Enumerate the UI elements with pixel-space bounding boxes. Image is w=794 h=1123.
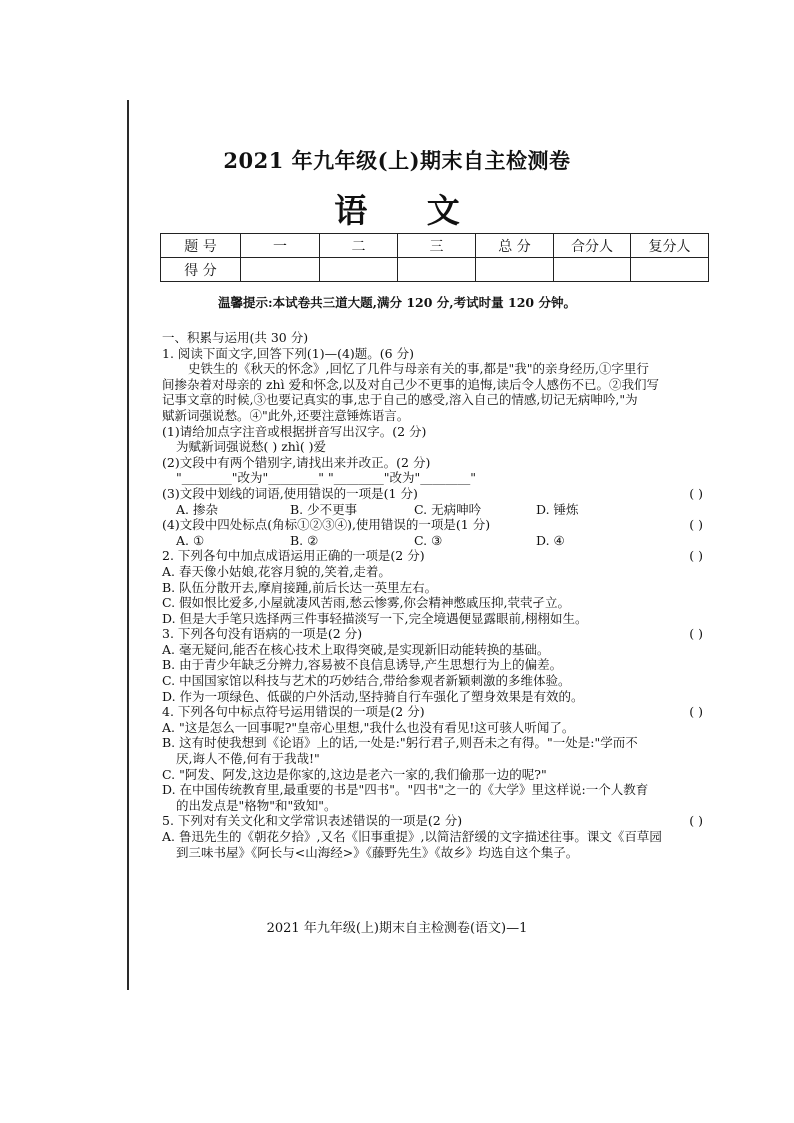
- line-text: B. 队伍分散开去,摩肩接踵,前后长达一英里左右。: [162, 579, 438, 595]
- text-line: [162, 642, 717, 658]
- line-text: (1)请给加点字注音或根据拼音写出汉字。(2 分): [162, 423, 427, 439]
- text-line: [162, 548, 717, 564]
- options-row: [162, 502, 717, 518]
- line-text: C. 中国国家馆以科技与艺术的巧妙结合,带给参观者新颖刺激的多维体验。: [162, 673, 571, 689]
- line-text: 4. 下列各句中标点符号运用错误的一项是(2 分): [162, 704, 425, 720]
- answer-option[interactable]: D. 锤炼: [536, 501, 579, 517]
- score-entry-cell[interactable]: [631, 258, 709, 282]
- line-text: (2)文段中有两个错别字,请找出来并改正。(2 分): [162, 454, 431, 470]
- text-line: [162, 798, 717, 814]
- line-text: A. 毫无疑问,能否在核心技术上取得突破,是实现新旧动能转换的基础。: [162, 641, 550, 657]
- score-entry-cell[interactable]: [554, 258, 631, 282]
- exam-title: 2021 年九年级(上)期末自主检测卷: [223, 148, 571, 173]
- text-line: [162, 689, 717, 705]
- question-content: [162, 330, 717, 860]
- answer-blank[interactable]: ( ): [689, 485, 703, 501]
- table-cell: 三: [398, 234, 476, 258]
- score-entry-cell[interactable]: [398, 258, 476, 282]
- text-line: [162, 486, 717, 502]
- text-line: [162, 330, 717, 346]
- text-line: [162, 845, 717, 861]
- answer-option[interactable]: C. ③: [414, 532, 443, 548]
- line-text: 3. 下列各句没有语病的一项是(2 分): [162, 626, 363, 642]
- line-text: 5. 下列对有关文化和文学常识表述错误的一项是(2 分): [162, 813, 463, 829]
- text-line: [162, 580, 717, 596]
- answer-option[interactable]: D. ④: [536, 532, 565, 548]
- answer-option[interactable]: A. ①: [176, 532, 205, 548]
- line-text: 赋新词强说愁。④"此外,还要注意锤炼语言。: [162, 407, 410, 423]
- line-text: (3)文段中划线的词语,使用错误的一项是(1 分): [162, 485, 418, 501]
- text-line: [162, 470, 717, 486]
- answer-blank[interactable]: ( ): [689, 548, 703, 564]
- score-entry-cell[interactable]: [241, 258, 320, 282]
- page-footer: 2021 年九年级(上)期末自主检测卷(语文)—1: [266, 921, 528, 936]
- answer-blank[interactable]: ( ): [689, 626, 703, 642]
- line-text: C. "阿发、阿发,这边是你家的,这边是老六一家的,我们偷那一边的呢?": [162, 766, 547, 782]
- options-row: [162, 533, 717, 549]
- table-cell: 合分人: [554, 234, 631, 258]
- table-cell: 二: [320, 234, 398, 258]
- line-text: B. 这有时使我想到《论语》上的话,一处是:"躬行君子,则吾未之有得。"一处是:"学而不: [162, 735, 638, 751]
- line-text: C. 假如恨比爱多,小屋就凄风苦雨,愁云惨雾,你会精神憋戚压抑,茕茕孑立。: [162, 595, 570, 611]
- text-line: [162, 813, 717, 829]
- line-text: A. 鲁迅先生的《朝花夕拾》,又名《旧事重提》,以简洁舒缓的文字描述往事。课文《百草园: [162, 829, 662, 844]
- answer-blank[interactable]: ( ): [689, 704, 703, 720]
- text-line: [162, 626, 717, 642]
- line-text: D. 作为一项绿色、低碳的户外活动,坚持骑自行车强化了塑身效果是有效的。: [162, 688, 584, 704]
- table-cell: 题 号: [161, 234, 241, 258]
- line-text: "________"改为"________" "________"改为"________": [176, 470, 476, 486]
- score-table-score-row: [161, 258, 709, 282]
- table-cell: 得 分: [161, 258, 241, 282]
- line-text: 2. 下列各句中加点成语运用正确的一项是(2 分): [162, 548, 425, 564]
- line-text: 间掺杂着对母亲的 zhì 爱和怀念,以及对自己少不更事的追悔,读后令人感伤不已。②我们写: [162, 376, 660, 392]
- text-line: [162, 564, 717, 580]
- line-text: 的出发点是"格物"和"致知"。: [176, 797, 337, 813]
- table-cell: 总 分: [476, 234, 554, 258]
- score-entry-cell[interactable]: [476, 258, 554, 282]
- answer-blank[interactable]: ( ): [689, 813, 703, 829]
- line-text: A. 春天像小姑娘,花容月貌的,笑着,走着。: [162, 563, 391, 579]
- margin-line: [127, 100, 129, 990]
- score-entry-cell[interactable]: [320, 258, 398, 282]
- answer-option[interactable]: A. 掺杂: [176, 501, 218, 517]
- line-text: B. 由于青少年缺乏分辨力,容易被不良信息诱导,产生思想行为上的偏差。: [162, 657, 563, 673]
- text-line: [162, 517, 717, 533]
- text-line: [162, 377, 717, 393]
- line-text: (4)文段中四处标点(角标①②③④),使用错误的一项是(1 分): [162, 517, 491, 533]
- line-text: 记事文章的时候,③也要记真实的事,忠于自己的感受,溶入自己的情感,切记无病呻吟,"为: [162, 392, 638, 408]
- answer-option[interactable]: B. 少不更事: [290, 501, 358, 517]
- answer-blank[interactable]: ( ): [689, 517, 703, 533]
- answer-option[interactable]: C. 无病呻吟: [414, 501, 482, 517]
- text-line: [162, 455, 717, 471]
- line-text: 1. 阅读下面文字,回答下列(1)—(4)题。(6 分): [162, 345, 414, 361]
- text-line: [162, 704, 717, 720]
- text-line: [162, 829, 717, 845]
- score-table-header-row: [161, 234, 709, 258]
- text-line: [162, 346, 717, 362]
- score-table: [160, 233, 709, 282]
- text-line: [162, 720, 717, 736]
- text-line: [162, 673, 717, 689]
- table-cell: 一: [241, 234, 320, 258]
- subject-title: 语 文: [334, 191, 484, 230]
- table-cell: 复分人: [631, 234, 709, 258]
- text-line: [162, 361, 717, 377]
- text-line: [162, 751, 717, 767]
- text-line: [162, 657, 717, 673]
- line-text: 厌,诲人不倦,何有于我哉!": [176, 751, 320, 767]
- line-text: 为赋新词强说愁( ) zhì( )爱: [176, 439, 327, 455]
- text-line: [162, 439, 717, 455]
- line-text: D. 在中国传统教育里,最重要的书是"四书"。"四书"之一的《大学》里这样说:一个人教育: [162, 782, 649, 798]
- text-line: [162, 611, 717, 627]
- line-text: 到三味书屋》《阿长与<山海经>》《藤野先生》《故乡》均选自这个集子。: [176, 844, 579, 860]
- text-line: [162, 424, 717, 440]
- line-text: A. "这是怎么一回事呢?"皇帝心里想,"我什么也没有看见!这可骇人听闻了。: [162, 719, 575, 735]
- text-line: [162, 408, 717, 424]
- line-text: 一、积累与运用(共 30 分): [162, 330, 309, 345]
- text-line: [162, 782, 717, 798]
- line-text: D. 但是大手笔只选择两三件事轻描淡写一下,完全境遇便显露眼前,栩栩如生。: [162, 610, 588, 626]
- text-line: [162, 595, 717, 611]
- text-line: [162, 735, 717, 751]
- text-line: [162, 767, 717, 783]
- exam-tip: 温馨提示:本试卷共三道大题,满分 120 分,考试时量 120 分钟。: [218, 295, 576, 310]
- line-text: 史铁生的《秋天的怀念》,回忆了几件与母亲有关的事,都是"我"的亲身经历,①字里行: [188, 361, 649, 377]
- answer-option[interactable]: B. ②: [290, 532, 319, 548]
- text-line: [162, 392, 717, 408]
